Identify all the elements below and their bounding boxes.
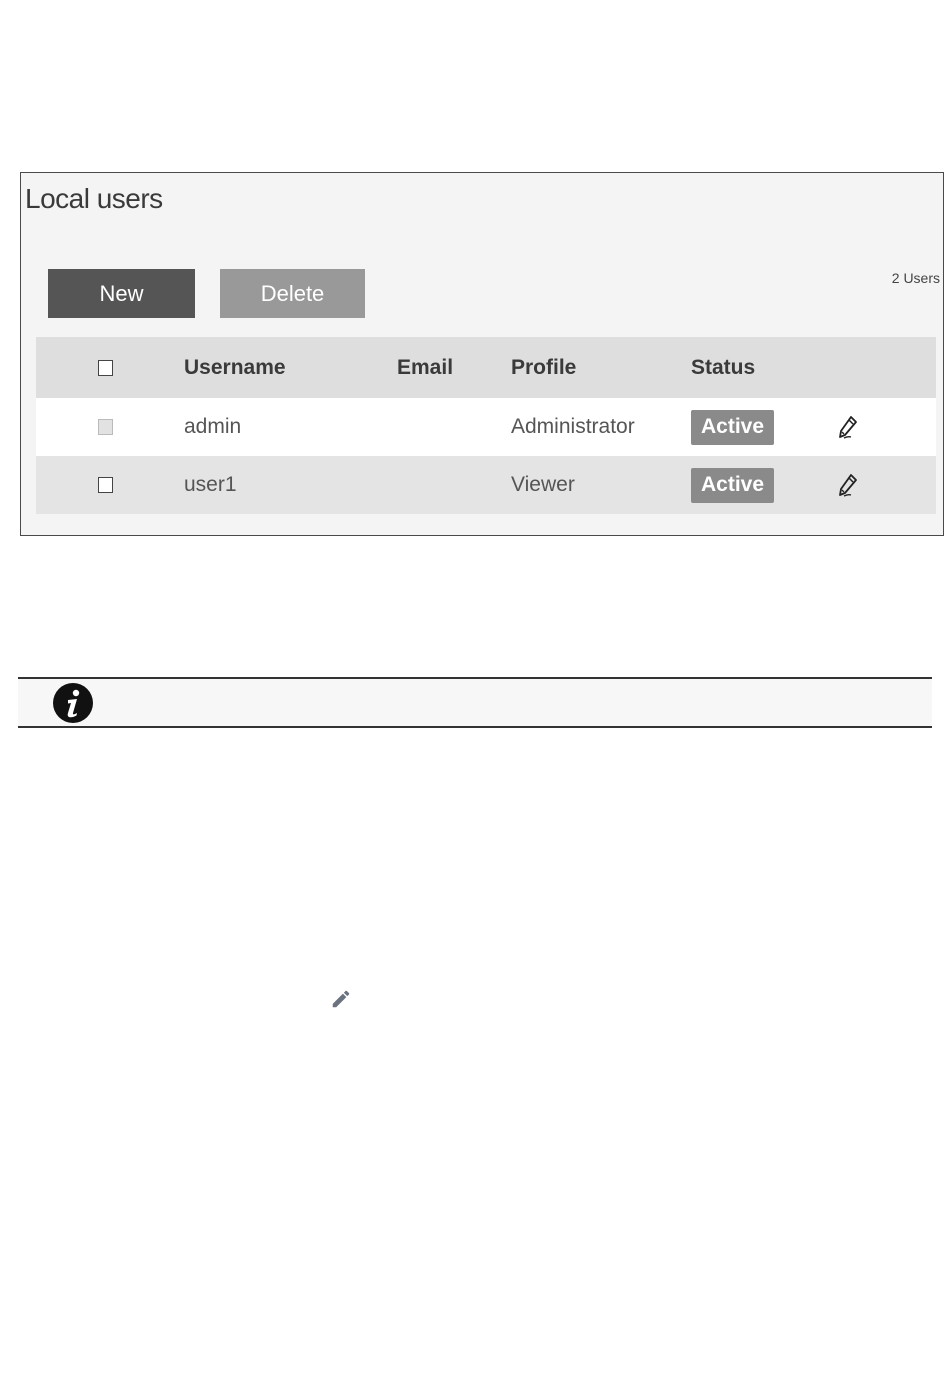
row-checkbox-disabled [98, 419, 113, 435]
info-note-bar [18, 677, 932, 728]
row-check-cell [98, 456, 113, 514]
table-row [36, 456, 936, 514]
table-row [36, 398, 936, 456]
pencil-icon[interactable] [838, 456, 858, 514]
column-header-email[interactable]: Email [397, 355, 454, 379]
select-all-cell [98, 337, 113, 398]
status-cell [691, 456, 774, 514]
pencil-icon[interactable] [838, 398, 858, 456]
users-table [36, 337, 936, 514]
row-checkbox[interactable] [98, 477, 113, 493]
status-badge: Active [691, 468, 774, 503]
info-icon [52, 682, 94, 724]
row-check-cell [98, 398, 113, 456]
profile-cell: Viewer [511, 473, 575, 496]
pencil-icon [330, 988, 352, 1010]
column-header-username[interactable]: Username [184, 355, 286, 379]
status-cell [691, 398, 774, 456]
new-user-button[interactable]: New [48, 269, 195, 318]
status-badge: Active [691, 410, 774, 445]
username-cell: user1 [184, 473, 237, 496]
delete-user-button[interactable]: Delete [220, 269, 365, 318]
username-cell: admin [184, 415, 242, 438]
column-header-status[interactable]: Status [691, 355, 756, 379]
table-header-row [36, 337, 936, 398]
profile-cell: Administrator [511, 415, 635, 438]
select-all-checkbox[interactable] [98, 360, 113, 376]
user-count: 2 Users [891, 270, 940, 286]
column-header-profile[interactable]: Profile [511, 355, 577, 379]
local-users-panel [20, 172, 944, 536]
panel-title: Local users [25, 183, 163, 214]
